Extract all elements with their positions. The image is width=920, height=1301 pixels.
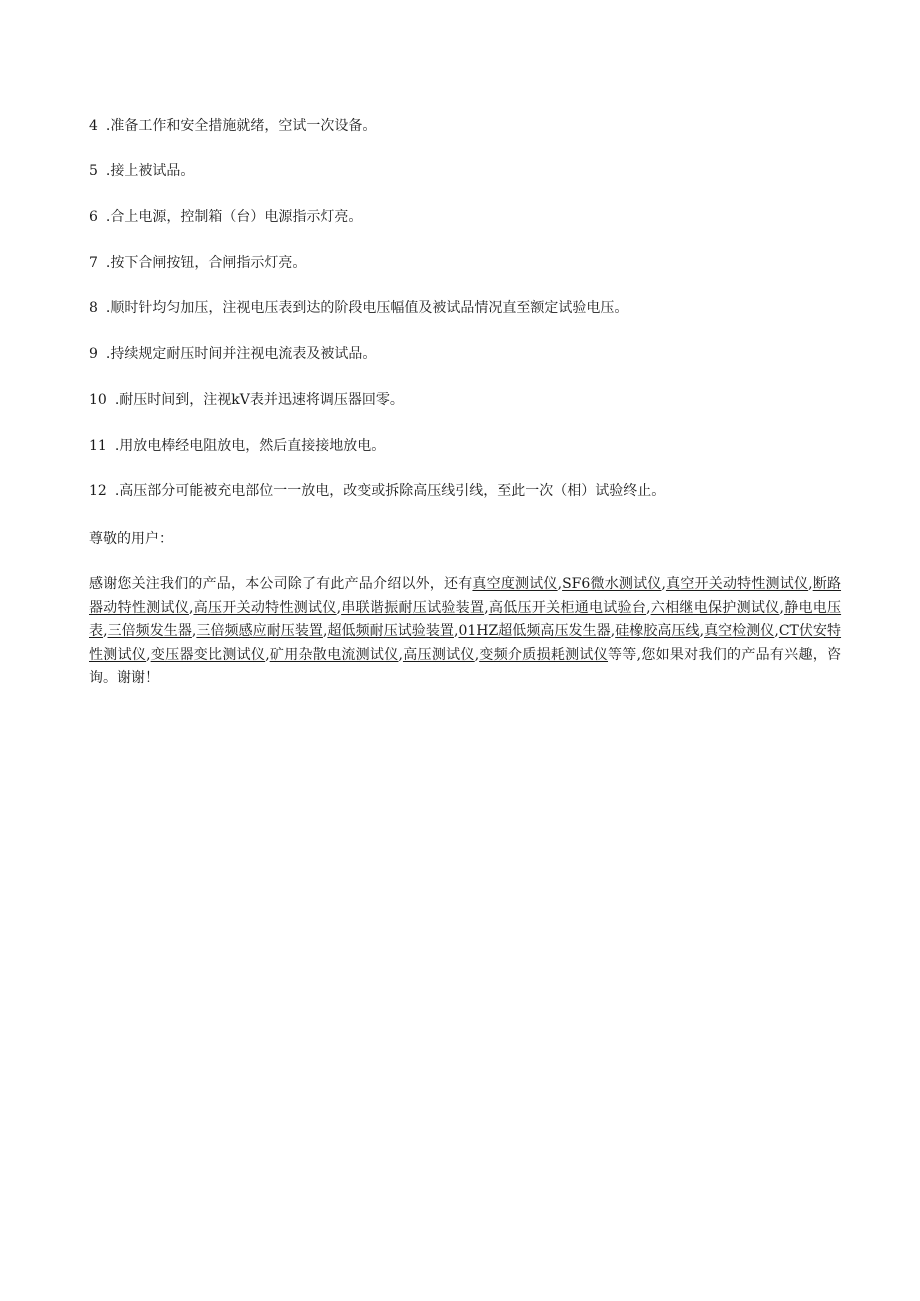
step-number: 6 bbox=[89, 209, 98, 225]
separator: , bbox=[808, 576, 813, 592]
separator: , bbox=[661, 576, 666, 592]
step-text: .高压部分可能被充电部位一一放电，改变或拆除高压线引线，至此一次（相）试验终止。 bbox=[114, 483, 666, 499]
step-number: 8 bbox=[89, 300, 98, 316]
product-link[interactable]: 矿用杂散电流测试仪 bbox=[269, 646, 399, 663]
step-12 bbox=[89, 482, 665, 500]
step-text: .持续规定耐压时间并注视电流表及被试品。 bbox=[105, 346, 377, 362]
step-text: .合上电源，控制箱（台）电源指示灯亮。 bbox=[105, 209, 363, 225]
step-8 bbox=[89, 299, 628, 317]
product-link[interactable]: SF6微水测试仪 bbox=[562, 576, 662, 592]
product-link[interactable]: 三倍频感应耐压装置 bbox=[196, 623, 323, 639]
separator: , bbox=[398, 646, 403, 663]
separator: , bbox=[779, 599, 784, 616]
separator: , bbox=[646, 599, 651, 616]
separator: , bbox=[336, 599, 342, 616]
separator: , bbox=[453, 623, 459, 639]
product-link[interactable]: 变压器变比测试仪 bbox=[150, 646, 266, 663]
product-link[interactable]: CT伏安特性测试仪 bbox=[89, 623, 842, 663]
step-text: .顺时针均匀加压，注视电压表到达的阶段电压幅值及被试品情况直至额定试验电压。 bbox=[105, 300, 629, 316]
separator: , bbox=[189, 599, 194, 616]
product-link[interactable]: 高压开关动特性测试仪 bbox=[193, 599, 337, 616]
thanks-intro: 感谢您关注我们的产品，本公司除了有此产品介绍以外，还有 bbox=[89, 576, 473, 592]
separator: , bbox=[557, 576, 563, 592]
separator: , bbox=[610, 623, 616, 639]
separator: , bbox=[146, 646, 151, 663]
step-text: .准备工作和安全措施就绪，空试一次设备。 bbox=[105, 118, 377, 134]
product-link[interactable]: 三倍频发生器 bbox=[107, 623, 192, 639]
product-link[interactable]: 高低压开关柜通电试验台 bbox=[488, 599, 647, 616]
step-number: 10 bbox=[89, 392, 107, 408]
step-10 bbox=[89, 391, 404, 409]
step-text: .按下合闸按钮，合闸指示灯亮。 bbox=[105, 255, 307, 271]
step-number: 12 bbox=[89, 483, 107, 499]
separator: , bbox=[474, 646, 480, 663]
product-link[interactable]: 变频介质损耗测试仪 bbox=[479, 646, 609, 663]
product-link[interactable]: 串联谐振耐压试验装置 bbox=[341, 599, 485, 616]
separator: , bbox=[699, 623, 705, 639]
step-7 bbox=[89, 254, 306, 272]
thanks-outro: 等等,您如果对我们的产品有兴趣，咨询。谢谢！ bbox=[89, 646, 842, 686]
separator: , bbox=[103, 623, 108, 639]
step-number: 4 bbox=[89, 118, 98, 134]
thanks-paragraph bbox=[89, 573, 841, 691]
step-number: 9 bbox=[89, 346, 98, 362]
greeting: 尊敬的用户： bbox=[89, 531, 173, 547]
step-number: 5 bbox=[89, 163, 98, 179]
product-link[interactable]: 静电电压表 bbox=[89, 599, 842, 639]
step-11 bbox=[89, 437, 385, 455]
product-link[interactable]: 真空检测仪 bbox=[704, 623, 775, 639]
product-link[interactable]: 真空度测试仪 bbox=[472, 576, 558, 592]
separator: , bbox=[484, 599, 489, 616]
separator: , bbox=[265, 646, 270, 663]
step-4 bbox=[89, 117, 376, 135]
product-link[interactable]: 六相继电保护测试仪 bbox=[650, 599, 780, 616]
product-link[interactable]: 高压测试仪 bbox=[402, 646, 475, 663]
product-link[interactable]: 真空开关动特性测试仪 bbox=[665, 576, 809, 592]
step-6 bbox=[89, 208, 362, 226]
step-text: .接上被试品。 bbox=[105, 163, 195, 179]
step-5 bbox=[89, 162, 194, 180]
separator: , bbox=[191, 623, 197, 639]
product-link[interactable]: 断路器动特性测试仪 bbox=[89, 576, 842, 616]
separator: , bbox=[322, 623, 328, 639]
product-link[interactable]: 01HZ超低频高压发生器 bbox=[458, 623, 611, 639]
step-number: 7 bbox=[89, 255, 98, 271]
product-link[interactable]: 硅橡胶高压线 bbox=[615, 623, 700, 639]
step-9 bbox=[89, 345, 376, 363]
step-text: .耐压时间到，注视kV表并迅速将调压器回零。 bbox=[114, 392, 404, 408]
separator: , bbox=[774, 623, 779, 639]
step-number: 11 bbox=[89, 438, 107, 454]
product-link[interactable]: 超低频耐压试验装置 bbox=[327, 623, 454, 639]
step-text: .用放电棒经电阻放电，然后直接接地放电。 bbox=[114, 438, 386, 454]
